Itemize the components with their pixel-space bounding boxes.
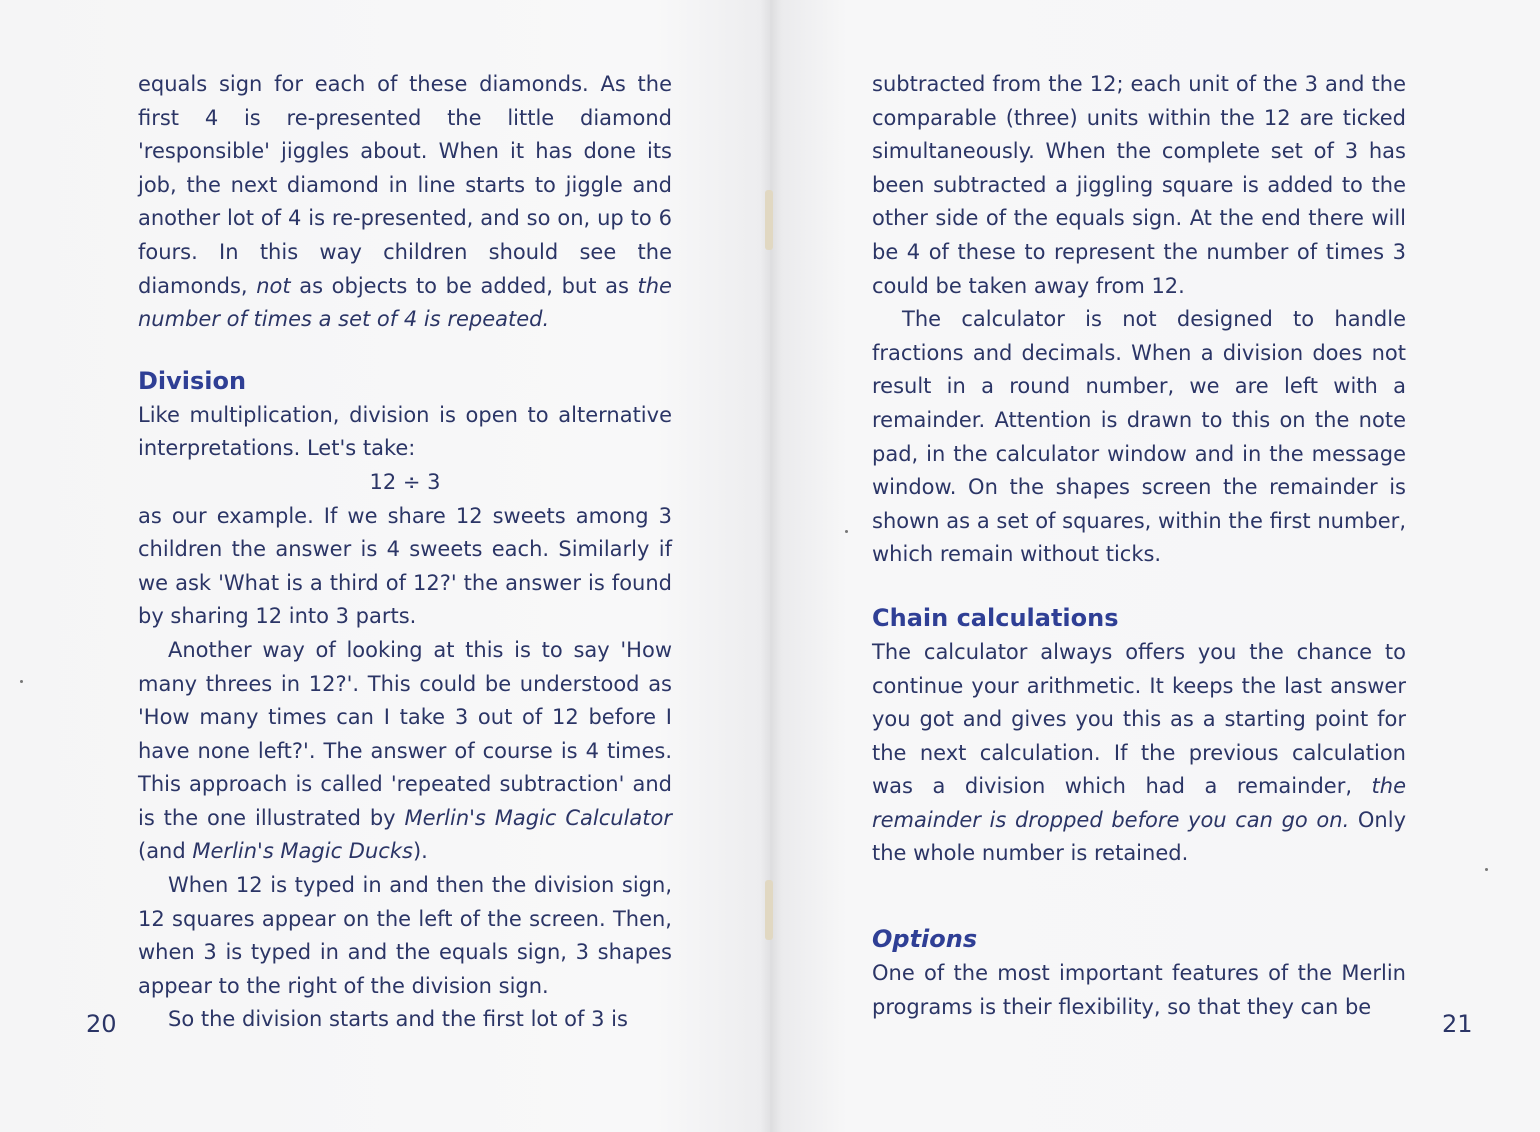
chain-text-2: Only the whole number is retained. [872,807,1407,866]
intro-emphasis-not: not [256,273,291,298]
intro-emphasis-repeated: the number of times a set of 4 is repeated. [138,273,672,332]
heading-division: Division [138,366,247,395]
paragraph-options: One of the most important features of the Merlin programs is their flexibility, so that they can be [872,961,1406,1019]
intro-text-1: equals sign for each of these diamonds. As the first 4 is re-presented the little diamond 'responsible' jiggles about. When it has done its job, the next diamond in line starts to jiggle and another lot of 4 is re-presented, and so on, up to 6 fours. In this way children should see the diamonds, [138,72,672,298]
chain-text-1: The calculator always offers you the chance to continue your arithmetic. It keeps the last answer you got and gives you this as a starting point for the next calculation. If the previous calculation was a division which had a remainder, [872,639,1406,799]
heading-options: Options [872,925,978,954]
paragraph-calculator: The calculator is not designed to handle fractions and decimals. When a division does not result in a round number, we are left with a remainder. Attention is drawn to this on the note pad, in the calculator window and in the message window. On the shapes screen the remainder is shown as a set of squares, within the first number, which remain without ticks. [872,307,1406,567]
paper-speck [845,530,848,533]
binding-staple-bottom [765,880,773,940]
equation: 12 ÷ 3 [369,469,441,494]
another-text-3: ). [412,839,428,864]
paragraph-chain [872,636,1406,871]
paragraph-example: as our example. If we share 12 sweets among 3 children the answer is 4 sweets each. Similarly if we ask 'What is a third of 12?' the answer is found by sharing 12 into 3 parts. [138,503,672,629]
right-page-text [872,68,1406,1024]
another-text-1: Another way of looking at this is to say 'How many threes in 12?'. This could be understood as 'How many times can I take 3 out of 12 before I have none left?'. The answer of course is 4 times. This approach is called 'repeated subtraction' and is the one illustrated by [138,637,672,830]
page-number-left: 20 [86,1010,117,1038]
paragraph-subtracted: subtracted from the 12; each unit of the 3 and the comparable (three) units within the 12 are ticked simultaneously. When the complete set of 3 has been subtracted a jiggling square is added to the other side of the equals sign. At the end there will be 4 of these to represent the number of times 3 could be taken away from 12. [872,72,1406,298]
title-magic-ducks: Merlin's Magic Ducks [192,839,413,864]
paper-speck [1485,868,1488,871]
binding-staple-top [765,190,773,250]
paragraph-another-way [138,634,672,869]
page-number-right: 21 [1442,1010,1473,1038]
paper-speck [20,680,23,683]
heading-chain-calculations: Chain calculations [872,603,1119,632]
intro-text-2: as objects to be added, but as [290,273,638,298]
another-text-2: (and [138,839,193,864]
title-magic-calculator: Merlin's Magic Calculator [404,805,672,830]
paragraph-so-division: So the division starts and the first lot of 3 is [168,1007,628,1032]
book-gutter [760,0,782,1132]
paragraph-intro [138,68,672,337]
left-page-text [138,68,672,1037]
paragraph-division: Like multiplication, division is open to alternative interpretations. Let's take: [138,402,672,461]
paragraph-when-typed: When 12 is typed in and then the division sign, 12 squares appear on the left of the screen. Then, when 3 is typed in and the equals sign, 3 shapes appear to the right of the division sign. [138,873,672,998]
chain-emphasis: the remainder is dropped before you can go on. [872,774,1406,832]
